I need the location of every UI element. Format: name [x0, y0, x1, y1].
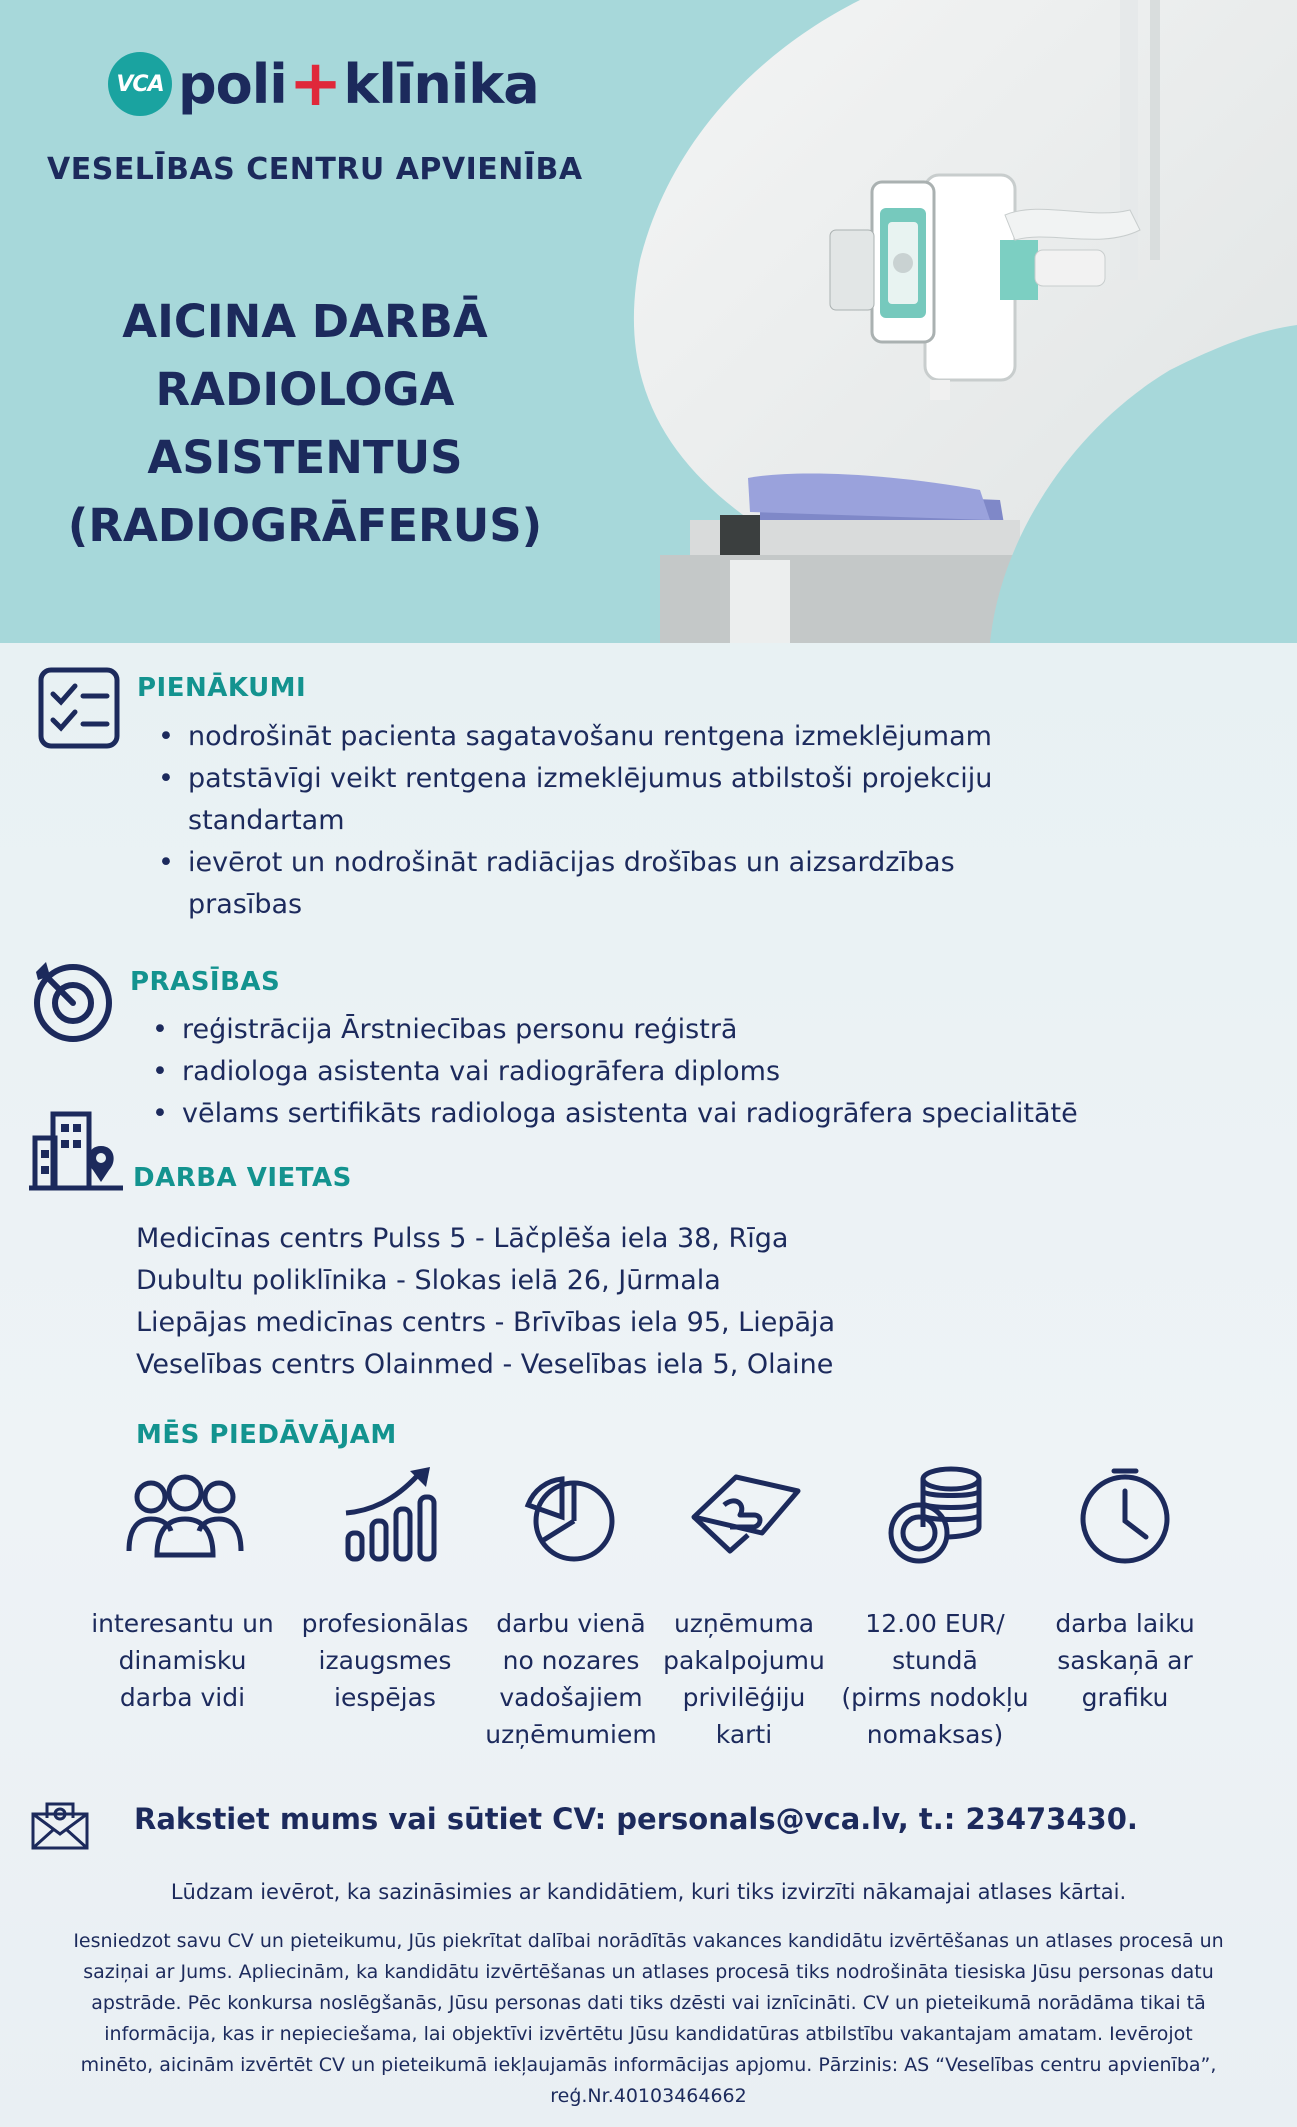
offer-line: interesantu un [91, 1609, 274, 1638]
legal-line: apstrāde. Pēc konkursa noslēgšanās, Jūsu personas dati tiks dzēsti vai iznīcināti. CV un pieteikumā norādāma tikai tā [91, 1992, 1206, 2014]
duty-item: • patstāvīgi veikt rentgena izmeklējumus atbilstoši projekciju standartam [158, 758, 1058, 842]
hand-card-icon [684, 1465, 804, 1565]
offer-line: (pirms nodokļu [841, 1683, 1029, 1712]
offer-line: karti [715, 1720, 773, 1749]
offer-line: vadošajiem [499, 1683, 643, 1712]
offer-line: uzņēmumiem [485, 1720, 657, 1749]
requirements-list [152, 1009, 1252, 1135]
requirement-item: • reģistrācija Ārstniecības personu reģistrā [152, 1009, 1252, 1051]
job-headline [0, 288, 610, 560]
legal-line: Iesniedzot savu CV un pieteikumu, Jūs piekrītat dalībai norādītās vakances kandidātu izvērtēšanas un atlases procesā un [73, 1930, 1224, 1952]
workplace-item: Medicīnas centrs Pulss 5 - Lāčplēša iela 38, Rīga [136, 1223, 789, 1254]
offer-line: saskaņā ar [1057, 1646, 1193, 1675]
duty-item: • ievērot un nodrošināt radiācijas drošības un aizsardzības prasības [158, 842, 1058, 926]
legal-line: informācija, kas ir nepieciešama, lai objektīvi izvērtētu Jūsu kandidatūras atbilstību vakantajam amatam. Ievērojot [104, 2023, 1193, 2045]
logo-word-klinika: klīnika [343, 52, 539, 116]
offer-item-growth [290, 1605, 480, 1716]
offer-line: iespējas [334, 1683, 436, 1712]
checklist-icon [37, 666, 121, 750]
organization-name: VESELĪBAS CENTRU APVIENĪBA [47, 152, 583, 187]
workplace-item: Veselības centrs Olainmed - Veselības iela 5, Olaine [136, 1349, 834, 1380]
legal-line: minēto, aicinām izvērtēt CV un pieteikumā iekļaujamās informācijas apjomu. Pārzinis: AS “Veselības centru apvienība”, [80, 2054, 1217, 2076]
offer-line: 12.00 EUR/ [865, 1609, 1005, 1638]
offer-title: MĒS PIEDĀVĀJAM [136, 1420, 397, 1450]
offer-line: darbu vienā [496, 1609, 646, 1638]
offer-item-salary [835, 1605, 1035, 1753]
offer-line: izaugsmes [318, 1646, 452, 1675]
offer-item-work-environment [80, 1605, 285, 1716]
offer-item-schedule [1035, 1605, 1215, 1716]
requirements-title: PRASĪBAS [130, 967, 281, 997]
privacy-notice [36, 1926, 1261, 2112]
workplaces-list [136, 1218, 835, 1386]
logo-wordmark [178, 47, 539, 121]
team-icon [125, 1465, 245, 1565]
pie-chart-icon [522, 1465, 618, 1565]
clock-icon [1076, 1465, 1174, 1565]
building-location-icon [29, 1110, 123, 1192]
workplace-item: Dubultu poliklīnika - Slokas ielā 26, Jūrmala [136, 1265, 721, 1296]
offer-line: nomaksas) [866, 1720, 1004, 1749]
growth-chart-icon [340, 1465, 440, 1565]
offer-line: no nozares [502, 1646, 640, 1675]
offer-line: grafiku [1081, 1683, 1169, 1712]
polyclinic-logo [108, 47, 539, 121]
offer-line: darba laiku [1055, 1609, 1195, 1638]
offer-line: dinamisku [118, 1646, 247, 1675]
medical-cross-icon: + [288, 47, 342, 121]
duties-list [158, 716, 1058, 926]
offer-line: profesionālas [301, 1609, 469, 1638]
legal-line: saziņai ar Jums. Apliecinām, ka kandidātu izvērtēšanas un atlases procesā tiks nodrošināta tiesiska Jūsu personas datu [83, 1961, 1214, 1983]
requirement-item: • vēlams sertifikāts radiologa asistenta vai radiogrāfera specialitātē [152, 1093, 1252, 1135]
selection-note: Lūdzam ievērot, ka sazināsimies ar kandidātiem, kuri tiks izvirzīti nākamajai atlases kārtai. [170, 1880, 1127, 1904]
email-icon [31, 1800, 89, 1850]
duty-item: • nodrošināt pacienta sagatavošanu rentgena izmeklējumam [158, 716, 1058, 758]
coins-icon [885, 1465, 987, 1565]
offer-line: pakalpojumu [663, 1646, 825, 1675]
workplaces-title: DARBA VIETAS [133, 1163, 352, 1193]
requirement-item: • radiologa asistenta vai radiogrāfera diploms [152, 1051, 1252, 1093]
offer-item-privilege-card [660, 1605, 828, 1753]
headline-line: (RADIOGRĀFERUS) [67, 499, 543, 552]
offer-line: privilēģiju [682, 1683, 806, 1712]
headline-line: AICINA DARBĀ [122, 295, 488, 348]
headline-line: RADIOLOGA ASISTENTUS [147, 363, 463, 484]
legal-line: reģ.Nr.40103464662 [550, 2085, 747, 2107]
offer-line: uzņēmuma [673, 1609, 815, 1638]
target-icon [30, 958, 116, 1044]
vca-logo-badge: VCA [108, 52, 172, 116]
offer-item-leading-company [480, 1605, 662, 1753]
workplace-item: Liepājas medicīnas centrs - Brīvības iela 95, Liepāja [136, 1307, 836, 1338]
duties-title: PIENĀKUMI [137, 673, 307, 703]
contact-line: Rakstiet mums vai sūtiet CV: personals@vca.lv, t.: 23473430. [134, 1802, 1138, 1836]
offer-line: darba vidi [119, 1683, 246, 1712]
logo-word-poli: poli [178, 52, 287, 116]
hero-banner [0, 0, 1297, 643]
offer-line: stundā [892, 1646, 978, 1675]
